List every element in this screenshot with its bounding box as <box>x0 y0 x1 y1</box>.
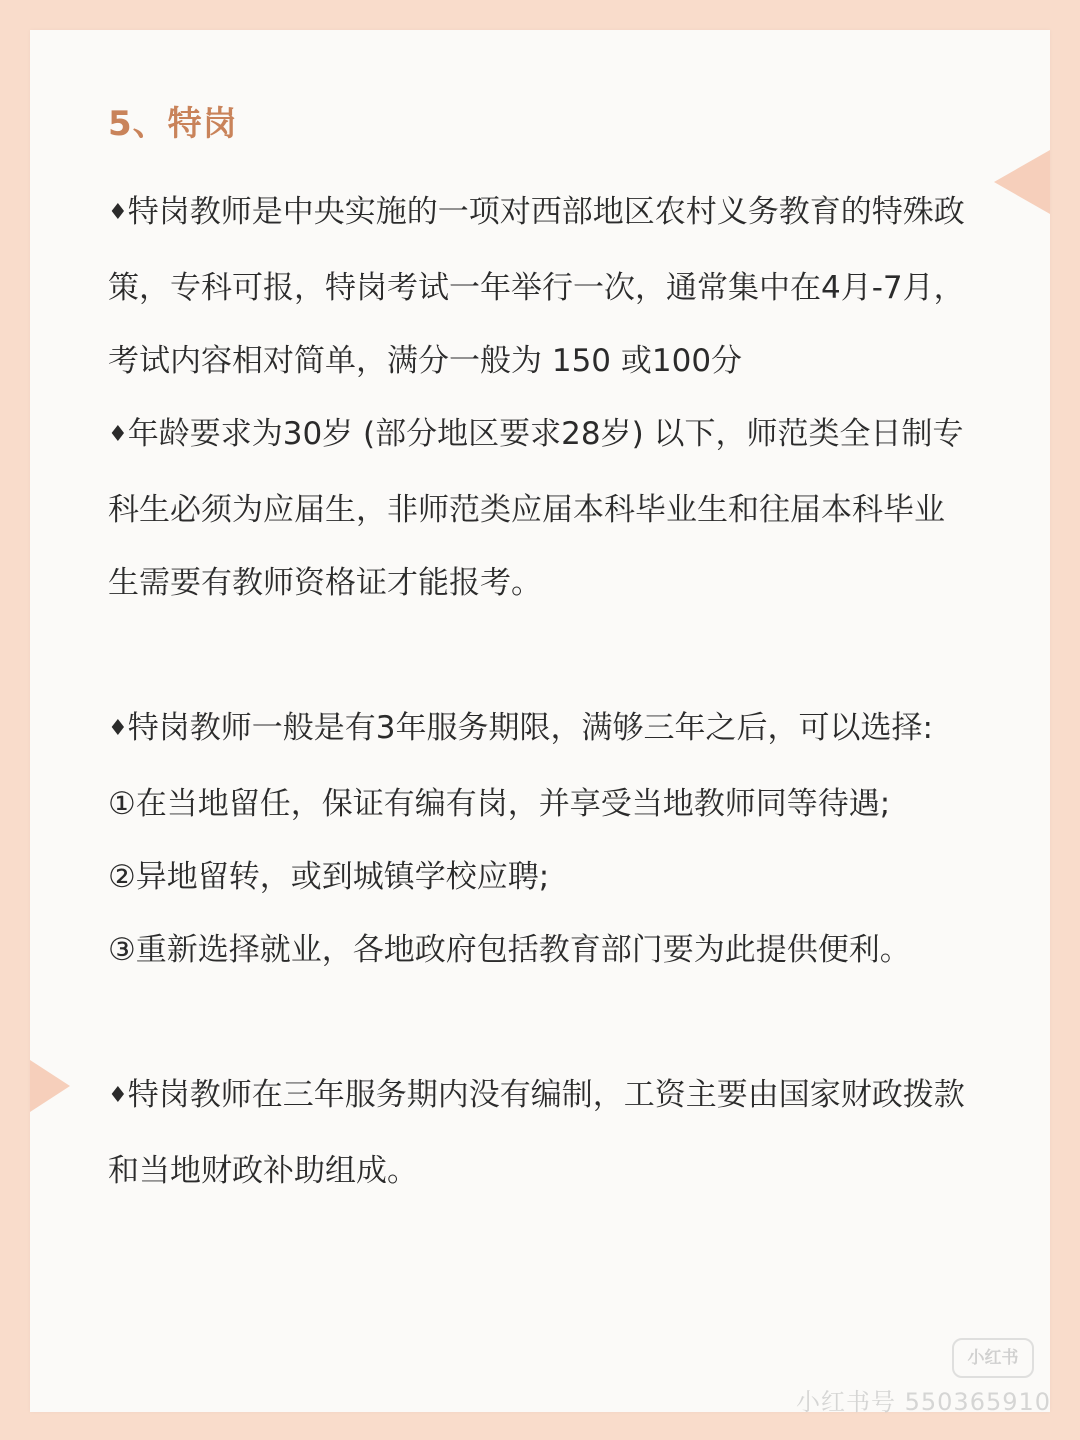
account-id-watermark: 小红书号 550365910 <box>796 1388 1052 1416</box>
article-content <box>108 100 968 1208</box>
diamond-bullet-icon: ♦ <box>108 422 128 447</box>
option-item: ①在当地留任，保证有编有岗，并享受当地教师同等待遇; <box>108 786 891 822</box>
diamond-bullet-icon: ♦ <box>108 200 128 225</box>
diamond-bullet-icon: ♦ <box>108 1083 128 1108</box>
decorative-triangle-left <box>30 1060 70 1112</box>
paragraph-age-requirement <box>108 398 968 620</box>
spacer <box>108 620 968 692</box>
diamond-bullet-icon: ♦ <box>108 716 128 741</box>
option-item: ③重新选择就业，各地政府包括教育部门要为此提供便利。 <box>108 932 911 968</box>
xiaohongshu-logo-watermark: 小红书 <box>952 1338 1034 1378</box>
paragraph-service-period-text: 特岗教师一般是有3年服务期限，满够三年之后，可以选择: <box>127 710 933 746</box>
paragraph-age-requirement-text: 年龄要求为30岁 (部分地区要求28岁) 以下，师范类全日制专科生必须为应届生，非师范类应届本科毕业生和往届本科毕业生需要有教师资格证才能报考。 <box>108 416 964 601</box>
paragraph-service-period <box>108 692 968 768</box>
paragraph-intro-text: 特岗教师是中央实施的一项对西部地区农村义务教育的特殊政策，专科可报，特岗考试一年举行一次，通常集中在4月-7月，考试内容相对简单，满分一般为 150 或100分 <box>108 194 965 379</box>
option-item: ②异地留转，或到城镇学校应聘; <box>108 859 550 895</box>
paragraph-intro <box>108 176 968 398</box>
spacer <box>108 987 968 1059</box>
paragraph-salary-text: 特岗教师在三年服务期内没有编制，工资主要由国家财政拨款和当地财政补助组成。 <box>108 1077 965 1189</box>
paragraph-salary <box>108 1059 968 1208</box>
section-title: 5、特岗 <box>108 104 238 144</box>
decorative-triangle-right <box>994 150 1050 214</box>
